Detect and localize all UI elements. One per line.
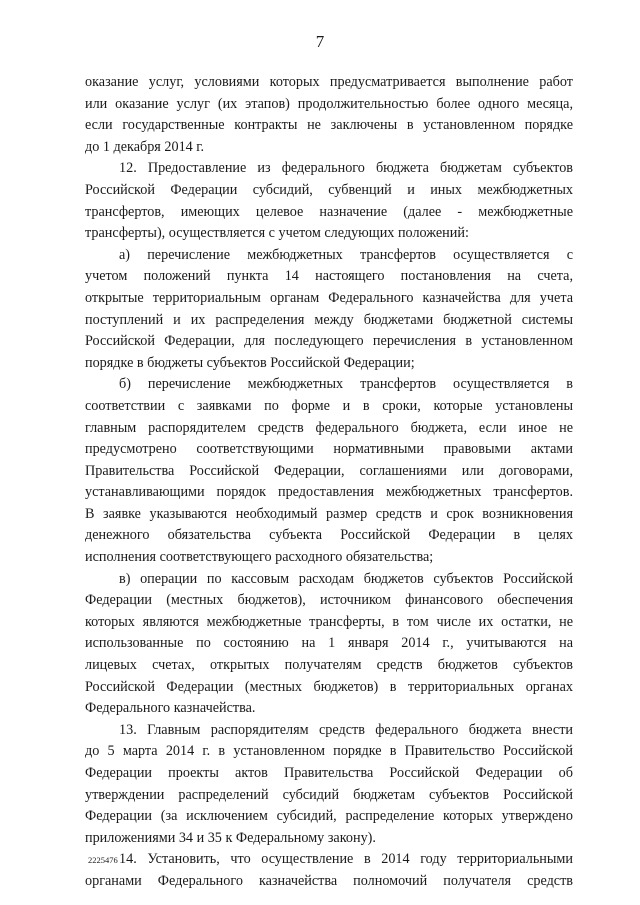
text-line: 12. Предоставление из федерального бюджета бюджетам субъектов [119, 160, 573, 177]
document-body [85, 72, 573, 893]
text-line: Российской Федерации субсидий, субвенций и иных межбюджетных [85, 181, 573, 198]
text-line: или оказание услуг (их этапов) продолжительностью более одного месяца, [85, 95, 573, 112]
text-line: денежного обязательства субъекта Российской Федерации в целях [85, 527, 573, 544]
text-line: если государственные контракты не заключены в установленном порядке [85, 117, 573, 134]
text-line: открытые территориальным органам Федерального казначейства для учета [85, 289, 573, 306]
text-line: В заявке указываются необходимый размер средств и срок возникновения [85, 505, 573, 522]
text-line: Федерального казначейства. [85, 700, 256, 717]
page-number: 7 [315, 32, 325, 51]
text-line: исполнения соответствующего расходного обязательства; [85, 549, 434, 566]
text-line: Российской Федерации (местных бюджетов) в территориальных органах [85, 678, 573, 695]
text-line: предусмотрено соответствующими нормативными правовыми актами [85, 441, 573, 458]
text-line: Федерации (местных бюджетов), источником финансового обеспечения [85, 592, 573, 609]
text-line: Федерации проекты актов Правительства Российской Федерации об [85, 765, 573, 781]
text-line: оказание услуг, условиями которых предусматривается выполнение работ [85, 74, 573, 90]
text-line: органами Федерального казначейства полномочий получателя средств [85, 872, 573, 889]
document-code: 2225476 [88, 855, 118, 865]
text-line: до 5 марта 2014 г. в установленном порядке в Правительство Российской [85, 743, 573, 760]
text-line: соответствии с заявками по форме и в сроки, которые установлены [85, 397, 573, 414]
text-line: учетом положений пункта 14 настоящего постановления на счета, [85, 268, 573, 285]
text-line: устанавливающими порядок предоставления межбюджетных трансфертов. [85, 484, 573, 501]
text-line: 14. Установить, что осуществление в 2014 году территориальными [119, 851, 573, 868]
text-line: 13. Главным распорядителям средств федерального бюджета внести [119, 721, 573, 738]
text-line: поступлений и их распределения между бюджетами бюджетной системы [85, 311, 573, 328]
text-line: б) перечисление межбюджетных трансфертов осуществляется в [119, 376, 573, 393]
text-line: приложениями 34 и 35 к Федеральному закону). [85, 829, 376, 846]
text-line: трансферты), осуществляется с учетом следующих положений: [85, 225, 469, 242]
text-line: Российской Федерации, для последующего перечисления в установленном [85, 333, 573, 350]
text-line: которых являются межбюджетные трансферты, в том числе их остатки, не [85, 613, 573, 630]
text-line: лицевых счетах, открытых получателям средств бюджетов субъектов [85, 657, 573, 674]
text-line: Федерации (за исключением субсидий, распределение которых утверждено [85, 808, 573, 825]
text-line: в) операции по кассовым расходам бюджетов субъектов Российской [119, 570, 573, 587]
text-line: до 1 декабря 2014 г. [85, 138, 205, 155]
text-line: утверждении распределений субсидий бюджетам субъектов Российской [85, 786, 573, 803]
text-line: Правительства Российской Федерации, соглашениями или договорами, [85, 462, 573, 479]
text-line: а) перечисление межбюджетных трансфертов осуществляется с [119, 246, 573, 263]
text-line: трансфертов, имеющих целевое назначение (далее - межбюджетные [85, 203, 573, 220]
text-line: порядке в бюджеты субъектов Российской Федерации; [85, 354, 415, 371]
text-line: использованные по состоянию на 1 января 2014 г., учитываются на [85, 635, 573, 652]
text-line: главным распорядителем средств федерального бюджета, если иное не [85, 419, 573, 436]
